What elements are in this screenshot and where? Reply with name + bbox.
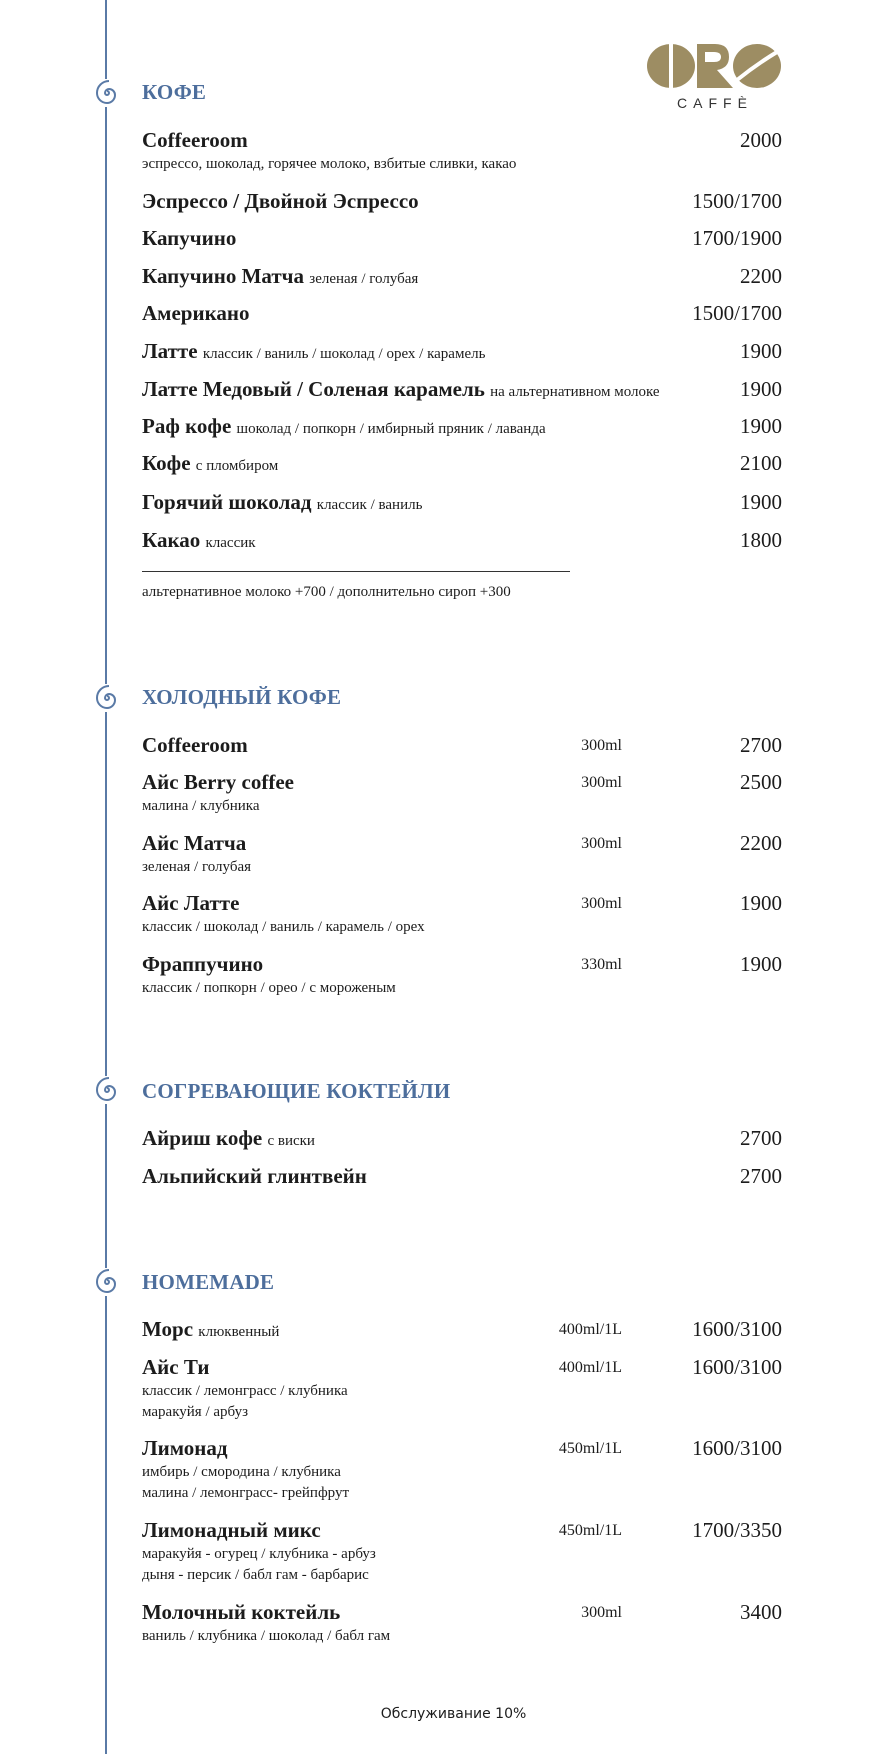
item-volume: 400ml/1L [558, 1359, 622, 1376]
menu-item [142, 301, 782, 331]
item-description: маракуйя - огурец / клубника - арбуз [142, 1546, 376, 1562]
spiral-ornament-icon [93, 684, 121, 712]
menu-item [142, 451, 782, 481]
menu-item [142, 264, 782, 294]
item-price: 1900 [740, 377, 782, 401]
item-price: 2700 [740, 1164, 782, 1188]
item-price: 1900 [740, 952, 782, 976]
oro-caffe-logo [645, 40, 785, 120]
decorative-vertical-line [105, 0, 107, 1754]
item-name: Альпийский глинтвейн [142, 1164, 367, 1188]
menu-item [142, 490, 782, 520]
item-name: Айс Berry coffee [142, 770, 295, 794]
item-description: имбирь / смородина / клубника [142, 1464, 341, 1480]
item-note: зеленая / голубая [309, 271, 419, 287]
menu-item [142, 1317, 782, 1347]
menu-item [142, 128, 782, 158]
item-name: Айриш кофе с виски [142, 1126, 315, 1150]
item-price: 1800 [740, 528, 782, 552]
item-price: 1900 [740, 339, 782, 363]
item-note: классик / ваниль [316, 497, 423, 513]
menu-item [142, 1355, 782, 1385]
item-description: классик / попкорн / орео / с мороженым [142, 980, 396, 996]
section-title-coffee: КОФЕ [142, 80, 207, 104]
menu-item [142, 226, 782, 256]
item-name: Горячий шоколад классик / ваниль [142, 490, 423, 514]
menu-item [142, 733, 782, 763]
item-name: Морс клюквенный [142, 1317, 280, 1341]
menu-item [142, 831, 782, 861]
item-price: 2700 [740, 733, 782, 757]
menu-item [142, 1126, 782, 1156]
item-name: Капучино [142, 226, 237, 250]
item-name: Раф кофе шоколад / попкорн / имбирный пряник / лаванда [142, 414, 546, 438]
menu-item [142, 891, 782, 921]
item-price: 2100 [740, 451, 782, 475]
item-volume: 300ml [581, 895, 622, 912]
service-charge-note: Обслуживание 10% [380, 1706, 527, 1722]
item-volume: 300ml [581, 1604, 622, 1621]
item-note: с виски [267, 1133, 315, 1149]
item-description: малина / лемонграсс- грейпфрут [142, 1485, 350, 1501]
coffee-footnote: альтернативное молоко +700 / дополнительно сироп +300 [142, 584, 511, 600]
item-name: Какао классик [142, 528, 256, 552]
item-description: дыня - персик / бабл гам - барбарис [142, 1567, 369, 1583]
item-volume: 450ml/1L [558, 1440, 622, 1457]
item-volume: 450ml/1L [558, 1522, 622, 1539]
menu-item [142, 1164, 782, 1194]
item-volume: 300ml [581, 774, 622, 791]
item-name: Капучино Матча зеленая / голубая [142, 264, 419, 288]
item-note: с пломбиром [195, 458, 279, 474]
item-name: Кофе с пломбиром [142, 451, 279, 475]
menu-item [142, 528, 782, 558]
menu-item [142, 339, 782, 369]
item-note: на альтернативном молоке [490, 384, 660, 400]
item-name: Айс Матча [142, 831, 247, 855]
item-name: Лимонадный микс [142, 1518, 321, 1542]
item-name: Эспрессо / Двойной Эспрессо [142, 189, 419, 213]
oro-logo-icon [645, 40, 785, 92]
item-name: Coffeeroom [142, 733, 248, 757]
item-price: 1600/3100 [692, 1436, 782, 1460]
item-name: Молочный коктейль [142, 1600, 341, 1624]
item-price: 2000 [740, 128, 782, 152]
item-note: клюквенный [198, 1324, 280, 1340]
item-volume: 300ml [581, 737, 622, 754]
item-name: Лимонад [142, 1436, 228, 1460]
item-note: классик [205, 535, 256, 551]
item-name: Coffeeroom [142, 128, 248, 152]
spiral-ornament-icon [93, 1268, 121, 1296]
menu-item [142, 377, 782, 407]
item-price: 2200 [740, 264, 782, 288]
spiral-ornament-icon [93, 1076, 121, 1104]
item-price: 2500 [740, 770, 782, 794]
item-price: 2700 [740, 1126, 782, 1150]
item-price: 1600/3100 [692, 1355, 782, 1379]
menu-item [142, 1600, 782, 1630]
item-note: классик / ваниль / шоколад / орех / карамель [202, 346, 486, 362]
item-description: классик / шоколад / ваниль / карамель / орех [142, 919, 425, 935]
item-volume: 400ml/1L [558, 1321, 622, 1338]
menu-item [142, 1518, 782, 1548]
item-price: 3400 [740, 1600, 782, 1624]
item-description: ваниль / клубника / шоколад / бабл гам [142, 1628, 391, 1644]
item-price: 1900 [740, 414, 782, 438]
section-title-homemade: HOMEMADE [142, 1270, 275, 1294]
menu-item [142, 189, 782, 219]
item-description: зеленая / голубая [142, 859, 252, 875]
item-name: Айс Латте [142, 891, 240, 915]
item-volume: 330ml [581, 956, 622, 973]
item-note: шоколад / попкорн / имбирный пряник / лаванда [236, 421, 546, 437]
menu-item [142, 1436, 782, 1466]
item-description: эспрессо, шоколад, горячее молоко, взбитые сливки, какао [142, 156, 517, 172]
item-price: 1600/3100 [692, 1317, 782, 1341]
item-name: Латте классик / ваниль / шоколад / орех / карамель [142, 339, 486, 363]
item-price: 1500/1700 [692, 189, 782, 213]
item-description: маракуйя / арбуз [142, 1404, 249, 1420]
item-name: Айс Ти [142, 1355, 210, 1379]
spiral-ornament-icon [93, 79, 121, 107]
menu-item [142, 414, 782, 444]
item-name: Американо [142, 301, 250, 325]
section-title-cold-coffee: ХОЛОДНЫЙ КОФЕ [142, 685, 342, 709]
item-description: классик / лемонграсс / клубника [142, 1383, 348, 1399]
item-price: 1500/1700 [692, 301, 782, 325]
item-description: малина / клубника [142, 798, 260, 814]
menu-item [142, 952, 782, 982]
item-price: 1700/1900 [692, 226, 782, 250]
item-price: 1700/3350 [692, 1518, 782, 1542]
logo-caffe-text: CAFFÈ [677, 95, 753, 111]
item-name: Фраппучино [142, 952, 264, 976]
menu-item [142, 770, 782, 800]
divider [142, 571, 570, 572]
item-price: 1900 [740, 891, 782, 915]
item-price: 1900 [740, 490, 782, 514]
section-title-warming-cocktails: СОГРЕВАЮЩИЕ КОКТЕЙЛИ [142, 1079, 451, 1103]
item-volume: 300ml [581, 835, 622, 852]
item-price: 2200 [740, 831, 782, 855]
item-name: Латте Медовый / Соленая карамель на альтернативном молоке [142, 377, 660, 401]
